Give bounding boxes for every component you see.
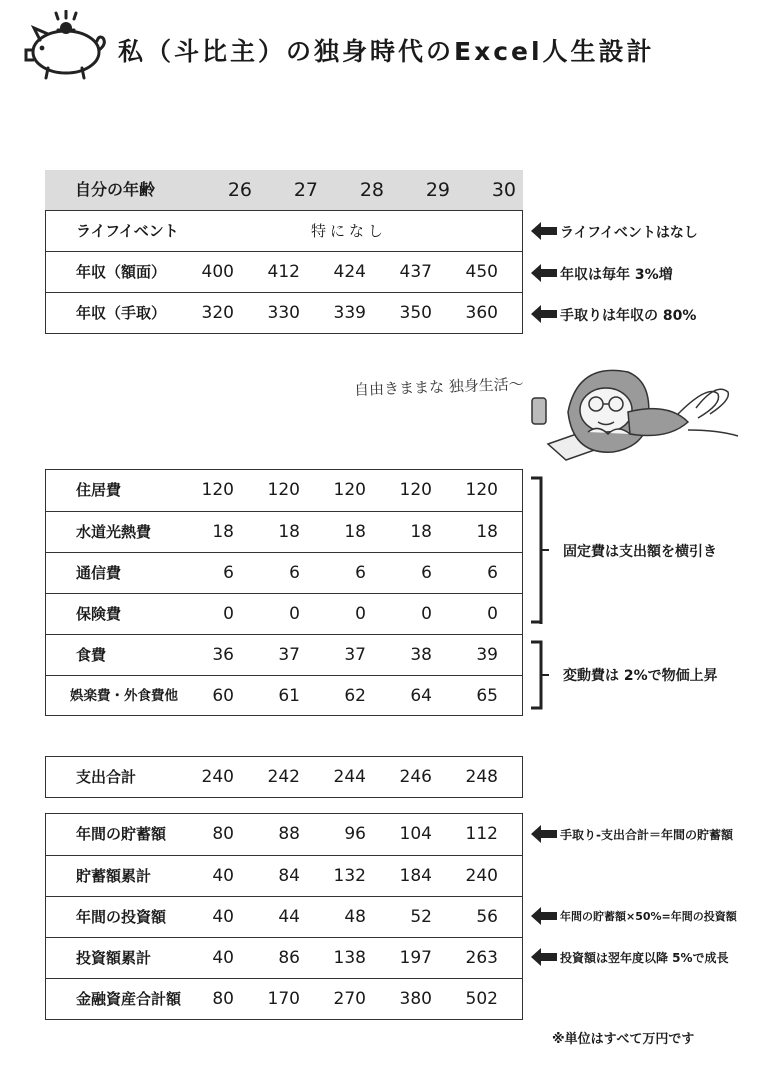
- table-cell: 39: [476, 645, 498, 665]
- table-row: [46, 470, 522, 511]
- table-row: [46, 814, 522, 855]
- table-cell: 0: [289, 604, 300, 624]
- table-cell: 56: [476, 907, 498, 927]
- table-cell: 80: [212, 824, 234, 844]
- note-annual-investment: 年間の貯蓄額×50%=年間の投資額: [560, 910, 737, 923]
- row-label: 住居費: [76, 481, 122, 499]
- life-event-value: 特になし: [311, 222, 388, 240]
- row-label: 支出合計: [76, 768, 137, 786]
- note-income-growth: 年収は毎年 3%増: [560, 267, 673, 283]
- table-cell: 18: [278, 522, 300, 542]
- row-label: 投資額累計: [76, 949, 152, 967]
- table-row: [46, 855, 522, 896]
- table-row: [46, 211, 522, 251]
- table-cell: 424: [333, 262, 366, 282]
- income-table: [45, 210, 523, 334]
- table-cell: 18: [212, 522, 234, 542]
- table-cell: 360: [465, 303, 498, 323]
- table-cell: 412: [267, 262, 300, 282]
- table-row: [46, 593, 522, 634]
- row-label: 娯楽費・外食費他: [70, 688, 178, 704]
- table-cell: 62: [344, 686, 366, 706]
- row-label: 年間の貯蓄額: [76, 825, 167, 843]
- table-cell: 37: [344, 645, 366, 665]
- age-cell: 30: [491, 179, 516, 201]
- table-cell: 6: [355, 563, 366, 583]
- table-cell: 270: [333, 989, 366, 1009]
- table-cell: 38: [410, 645, 432, 665]
- table-row: [46, 896, 522, 937]
- table-cell: 120: [399, 480, 432, 500]
- table-cell: 170: [267, 989, 300, 1009]
- note-investment-growth: 投資額は翌年度以降 5%で成長: [560, 951, 729, 965]
- table-cell: 18: [344, 522, 366, 542]
- table-row: [46, 634, 522, 675]
- row-label: 水道光熱費: [76, 523, 152, 541]
- table-cell: 37: [278, 645, 300, 665]
- table-cell: 112: [465, 824, 498, 844]
- row-label: 年収（手取）: [76, 304, 167, 322]
- table-cell: 48: [344, 907, 366, 927]
- table-cell: 450: [465, 262, 498, 282]
- table-cell: 437: [399, 262, 432, 282]
- table-cell: 138: [333, 948, 366, 968]
- table-cell: 80: [212, 989, 234, 1009]
- table-cell: 52: [410, 907, 432, 927]
- age-cell: 27: [293, 179, 318, 201]
- table-cell: 240: [465, 866, 498, 886]
- table-cell: 120: [201, 480, 234, 500]
- table-cell: 40: [212, 907, 234, 927]
- table-cell: 197: [399, 948, 432, 968]
- age-header-label: 自分の年齢: [75, 180, 156, 199]
- table-cell: 120: [267, 480, 300, 500]
- table-cell: 6: [487, 563, 498, 583]
- table-cell: 350: [399, 303, 432, 323]
- table-cell: 6: [289, 563, 300, 583]
- note-fixed-cost: 固定費は支出額を横引き: [563, 544, 717, 560]
- table-cell: 40: [212, 866, 234, 886]
- table-cell: 248: [465, 767, 498, 787]
- table-cell: 6: [421, 563, 432, 583]
- table-cell: 184: [399, 866, 432, 886]
- lying-girl-illustration: [528, 352, 748, 472]
- table-cell: 132: [333, 866, 366, 886]
- table-row: [46, 251, 522, 292]
- row-label: 保険費: [76, 605, 122, 623]
- table-cell: 400: [201, 262, 234, 282]
- table-cell: 96: [344, 824, 366, 844]
- fixed-cost-brace-icon: [529, 476, 549, 624]
- table-cell: 44: [278, 907, 300, 927]
- age-cell: 28: [359, 179, 384, 201]
- table-cell: 36: [212, 645, 234, 665]
- note-annual-savings: 手取り-支出合計＝年間の貯蓄額: [560, 828, 733, 842]
- table-row: [46, 552, 522, 593]
- table-cell: 0: [223, 604, 234, 624]
- table-cell: 0: [421, 604, 432, 624]
- row-label: 通信費: [76, 564, 122, 582]
- row-label: ライフイベント: [76, 222, 179, 240]
- table-cell: 380: [399, 989, 432, 1009]
- note-take-home: 手取りは年収の 80%: [560, 308, 697, 324]
- age-header-row: [45, 170, 523, 210]
- table-cell: 60: [212, 686, 234, 706]
- savings-table: [45, 813, 523, 1020]
- page-title: 私（斗比主）の独身時代のExcel人生設計: [118, 37, 655, 66]
- table-cell: 120: [333, 480, 366, 500]
- table-cell: 18: [410, 522, 432, 542]
- table-cell: 244: [333, 767, 366, 787]
- table-cell: 502: [465, 989, 498, 1009]
- table-cell: 0: [355, 604, 366, 624]
- note-life-event: ライフイベントはなし: [560, 225, 698, 241]
- table-cell: 40: [212, 948, 234, 968]
- unit-footnote: ※単位はすべて万円です: [552, 1032, 695, 1047]
- table-cell: 120: [465, 480, 498, 500]
- expense-table: [45, 469, 523, 716]
- table-cell: 61: [278, 686, 300, 706]
- row-label: 金融資産合計額: [76, 990, 182, 1008]
- left-arrow-icon: [531, 948, 557, 966]
- left-arrow-icon: [531, 305, 557, 323]
- table-cell: 320: [201, 303, 234, 323]
- left-arrow-icon: [531, 907, 557, 925]
- row-label: 年収（額面）: [76, 263, 167, 281]
- table-cell: 88: [278, 824, 300, 844]
- table-cell: 104: [399, 824, 432, 844]
- table-cell: 240: [201, 767, 234, 787]
- table-row: [46, 978, 522, 1019]
- piggy-bank-logo: [20, 10, 112, 82]
- row-label: 貯蓄額累計: [76, 867, 152, 885]
- left-arrow-icon: [531, 222, 557, 240]
- table-cell: 339: [333, 303, 366, 323]
- variable-cost-brace-icon: [529, 640, 549, 710]
- table-cell: 263: [465, 948, 498, 968]
- table-cell: 84: [278, 866, 300, 886]
- left-arrow-icon: [531, 264, 557, 282]
- illustration-caption: 自由きままな 独身生活〜: [353, 375, 525, 399]
- table-cell: 242: [267, 767, 300, 787]
- table-cell: 65: [476, 686, 498, 706]
- table-row: [46, 675, 522, 715]
- note-variable-cost: 変動費は 2%で物価上昇: [563, 668, 718, 684]
- table-cell: 6: [223, 563, 234, 583]
- total-table: [45, 756, 523, 798]
- table-row: [46, 511, 522, 552]
- table-cell: 330: [267, 303, 300, 323]
- left-arrow-icon: [531, 825, 557, 843]
- table-cell: 18: [476, 522, 498, 542]
- table-cell: 86: [278, 948, 300, 968]
- age-cell: 26: [227, 179, 252, 201]
- row-label: 年間の投資額: [76, 908, 167, 926]
- table-cell: 0: [487, 604, 498, 624]
- table-cell: 64: [410, 686, 432, 706]
- table-cell: 246: [399, 767, 432, 787]
- table-row: [46, 757, 522, 797]
- row-label: 食費: [76, 646, 107, 664]
- table-row: [46, 937, 522, 978]
- age-cell: 29: [425, 179, 450, 201]
- table-row: [46, 292, 522, 333]
